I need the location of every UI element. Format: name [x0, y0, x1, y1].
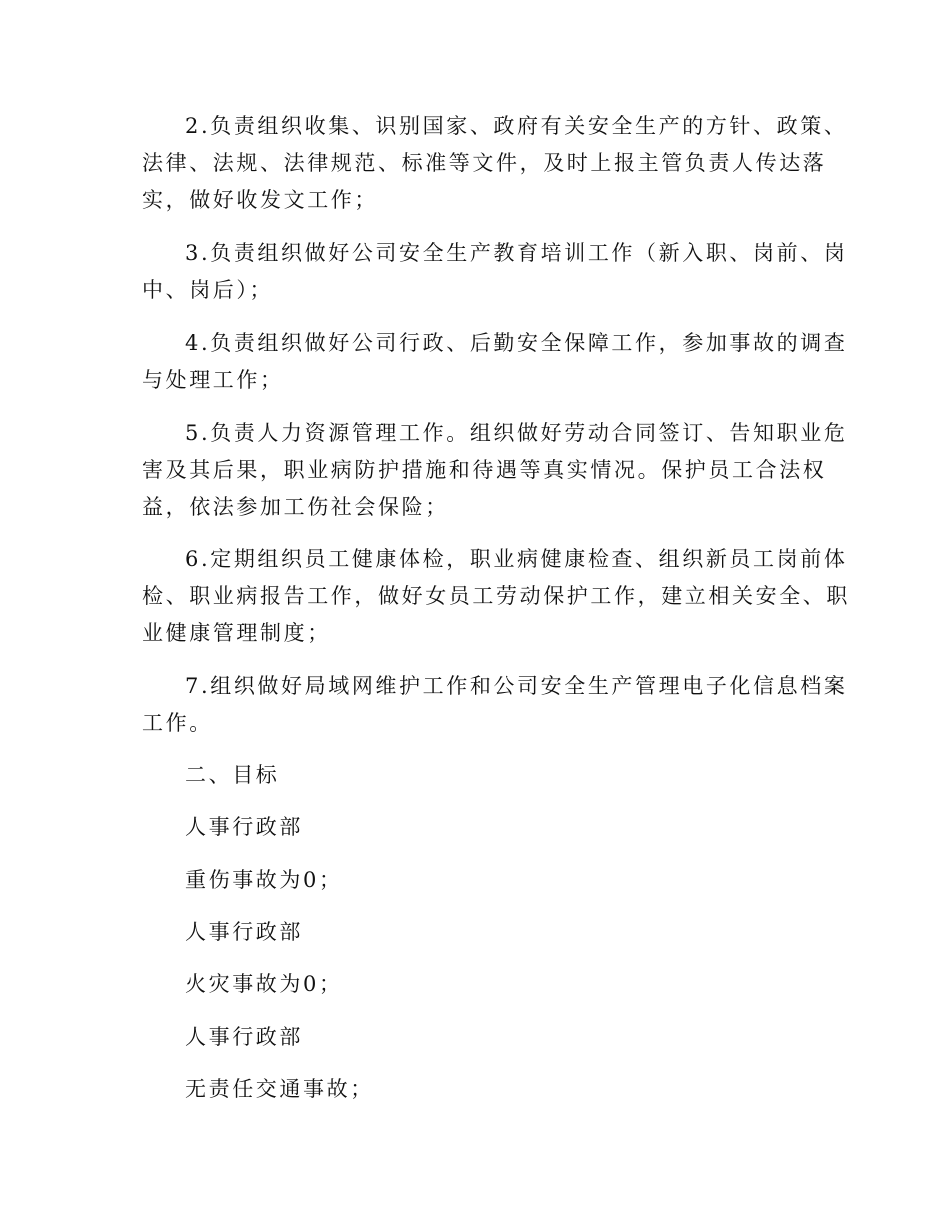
- text-line: 5.负责人力资源管理工作。组织做好劳动合同签订、告知职业危: [185, 421, 848, 445]
- text-line: 法律、法规、法律规范、标准等文件，及时上报主管负责人传达落: [142, 151, 827, 175]
- text-line: 中、岗后）；: [142, 278, 274, 302]
- text-line: 工作。: [142, 711, 213, 735]
- text-line: 实，做好收发文工作；: [142, 188, 378, 212]
- text-line: 2.负责组织收集、识别国家、政府有关安全生产的方针、政策、: [185, 114, 848, 138]
- target-department: 人事行政部: [185, 815, 303, 839]
- target-department: 人事行政部: [185, 1025, 303, 1049]
- target-item: 无责任交通事故；: [185, 1077, 374, 1101]
- target-department: 人事行政部: [185, 920, 303, 944]
- duty-item-2: [142, 108, 848, 219]
- duty-item-6: [142, 541, 850, 652]
- duty-item-7: [142, 668, 848, 742]
- text-line: 检、职业病报告工作，做好女员工劳动保护工作，建立相关安全、职: [142, 584, 850, 608]
- target-item: 火灾事故为0；: [185, 972, 343, 996]
- text-line: 3.负责组织做好公司安全生产教育培训工作（新入职、岗前、岗: [185, 241, 848, 265]
- text-line: 业健康管理制度；: [142, 621, 331, 645]
- text-line: 7.组织做好局域网维护工作和公司安全生产管理电子化信息档案: [185, 674, 848, 698]
- duty-item-4: [142, 325, 848, 399]
- section-heading: 二、目标: [185, 763, 280, 787]
- text-line: 与处理工作；: [142, 368, 284, 392]
- duty-item-5: [142, 415, 848, 526]
- text-line: 益，依法参加工伤社会保险；: [142, 495, 449, 519]
- text-line: 4.负责组织做好公司行政、后勤安全保障工作，参加事故的调查: [185, 331, 848, 355]
- text-line: 害及其后果，职业病防护措施和待遇等真实情况。保护员工合法权: [142, 458, 827, 482]
- text-line: 6.定期组织员工健康体检，职业病健康检查、组织新员工岗前体: [185, 547, 848, 571]
- duty-item-3: [142, 235, 848, 309]
- target-item: 重伤事故为0；: [185, 868, 343, 892]
